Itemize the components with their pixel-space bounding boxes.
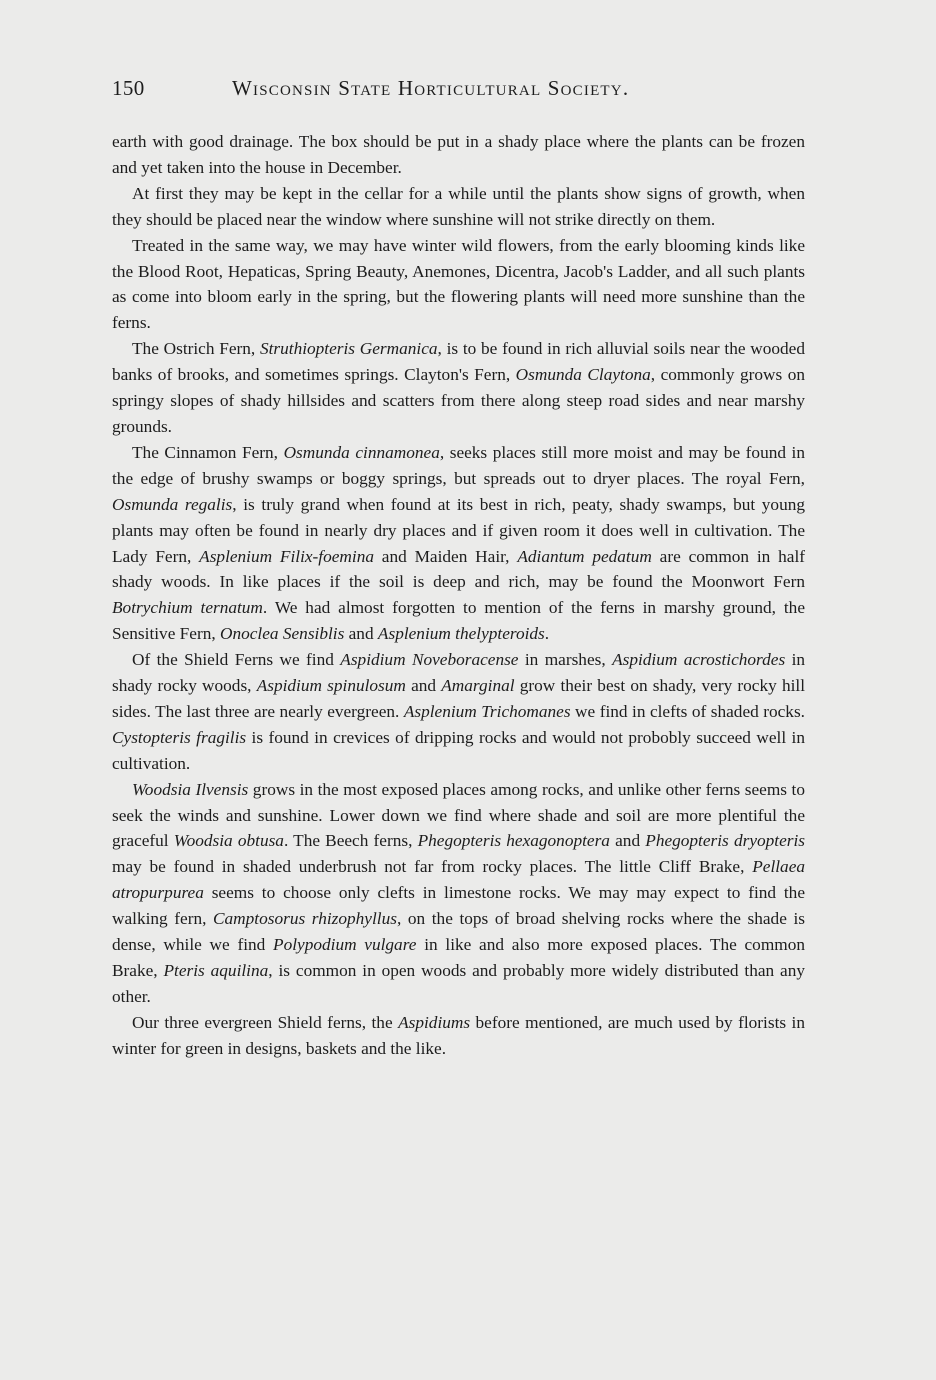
paragraph — [112, 777, 805, 1010]
text-run: . We had almost forgotten to mention of the ferns in marshy ground, the Sensitive Fern, — [112, 598, 805, 644]
text-run: , seeks places still more moist and may be found in the edge of brushy swamps or boggy springs, but spreads out to dryer places. The royal Fern, — [112, 442, 805, 488]
species-name: Onoclea Sensiblis — [220, 624, 345, 644]
paragraph — [112, 440, 805, 647]
species-name: Polypodium vulgare — [273, 935, 417, 955]
species-name: Aspidium spinulosum — [256, 676, 406, 696]
text-run: is found in crevices of dripping rocks and would not probobly succeed well in cultivation. — [112, 727, 805, 773]
text-run: grows in the most exposed places among rocks, and unlike other ferns seems to seek the winds and sunshine. Lower down we find where shade and soil are more plentiful the graceful — [112, 779, 805, 851]
paragraph — [112, 181, 805, 233]
species-name: Asplenium Filix-foemina — [199, 546, 374, 566]
text-run: we find in clefts of shaded rocks. — [570, 701, 805, 721]
species-name: Camptosorus rhizophyllus — [213, 909, 397, 929]
species-name: Pellaea atropurpurea — [112, 857, 805, 903]
species-name: Aspidiums — [398, 1012, 471, 1032]
body-text — [112, 129, 805, 1062]
species-name: Asplenium thelypteroids — [377, 624, 545, 644]
species-name: Struthiopteris Germanica — [259, 339, 438, 359]
text-run: The Cinnamon Fern, — [132, 442, 284, 462]
page-number: 150 — [112, 76, 145, 100]
species-name: Osmunda cinnamonea — [283, 442, 440, 462]
species-name: Osmunda Claytona — [515, 365, 651, 385]
text-run: Of the Shield Ferns we find — [132, 650, 341, 670]
paragraph — [112, 336, 805, 440]
text-run: grow their best on shady, very rocky hill sides. The last three are nearly evergreen. — [112, 676, 805, 721]
text-run: . — [544, 624, 550, 644]
text-run: At first they may be kept in the cellar for a while until the plants show signs of growth, when they should be placed near the window where sunshine will not strike directly on them. — [112, 183, 805, 229]
species-name: Botrychium ternatum — [112, 598, 263, 618]
species-name: Amarginal — [441, 676, 515, 696]
species-name: Aspidium acrostichordes — [612, 650, 786, 670]
text-run: are common in half shady woods. In like places if the soil is deep and rich, may be found the Moonwort Fern — [112, 546, 805, 592]
species-name: Pteris aquilina — [163, 961, 269, 980]
paragraph — [112, 233, 805, 337]
text-run: seems to choose only clefts in limestone rocks. We may may expect to find the walking fern, — [112, 883, 805, 929]
species-name: Aspidium Noveboracense — [340, 650, 519, 670]
text-run: , is truly grand when found at its best in rich, peaty, shady swamps, but young plants may often be found in nearly dry places and if given room it does well in cultivation. The Lady Fern, — [112, 494, 805, 566]
text-run: before mentioned, are much used by florists in winter for green in designs, baskets and the like. — [112, 1012, 806, 1058]
text-run: , is common in open woods and probably more widely distributed than any other. — [112, 961, 805, 1006]
species-name: Cystopteris fragilis — [112, 727, 247, 747]
text-run: in marshes, — [518, 650, 613, 670]
text-run: The Ostrich Fern, — [132, 339, 260, 359]
species-name: Osmunda regalis — [112, 494, 233, 514]
text-run: in shady rocky woods, — [112, 650, 806, 696]
text-run: , commonly grows on springy slopes of shady hillsides and scatters from there along steep road sides and near marshy grounds. — [112, 365, 805, 436]
text-run: may be found in shaded underbrush not far from rocky places. The little Cliff Brake, — [112, 857, 753, 877]
text-run: Treated in the same way, we may have winter wild flowers, from the early blooming kinds like the Blood Root, Hepaticas, Spring Beauty, Anemones, Dicentra, Jacob's Ladder, and all such plants as come into bloom early in the spring, but the flowering plants will need more sunshine than the ferns. — [112, 235, 805, 333]
text-run: and — [405, 676, 442, 696]
text-run: and — [344, 624, 378, 644]
paragraph — [112, 1010, 805, 1062]
text-run: , is to be found in rich alluvial soils near the wooded banks of brooks, and sometimes springs. Clayton's Fern, — [112, 339, 805, 385]
text-run: and — [609, 831, 646, 851]
text-run: and Maiden Hair, — [373, 546, 518, 566]
text-run: earth with good drainage. The box should be put in a shady place where the plants can be frozen and yet taken into the house in December. — [112, 132, 805, 177]
paragraph — [112, 129, 805, 181]
species-name: Phegopteris dryopteris — [645, 831, 805, 851]
species-name: Woodsia Ilvensis — [132, 779, 249, 799]
text-run: Our three evergreen Shield ferns, the — [132, 1012, 399, 1032]
text-run: in like and also more exposed places. The common Brake, — [112, 935, 805, 980]
paragraph — [112, 647, 805, 777]
text-run: , on the tops of broad shelving rocks where the shade is dense, while we find — [112, 909, 805, 955]
text-run: . The Beech ferns, — [283, 831, 418, 851]
running-title: Wisconsin State Horticultural Society. — [232, 76, 630, 100]
species-name: Phegopteris hexagonoptera — [417, 831, 610, 851]
species-name: Woodsia obtusa — [173, 831, 284, 851]
species-name: Adiantum pedatum — [517, 546, 652, 566]
species-name: Asplenium Trichomanes — [403, 701, 571, 721]
page-header — [112, 76, 812, 106]
